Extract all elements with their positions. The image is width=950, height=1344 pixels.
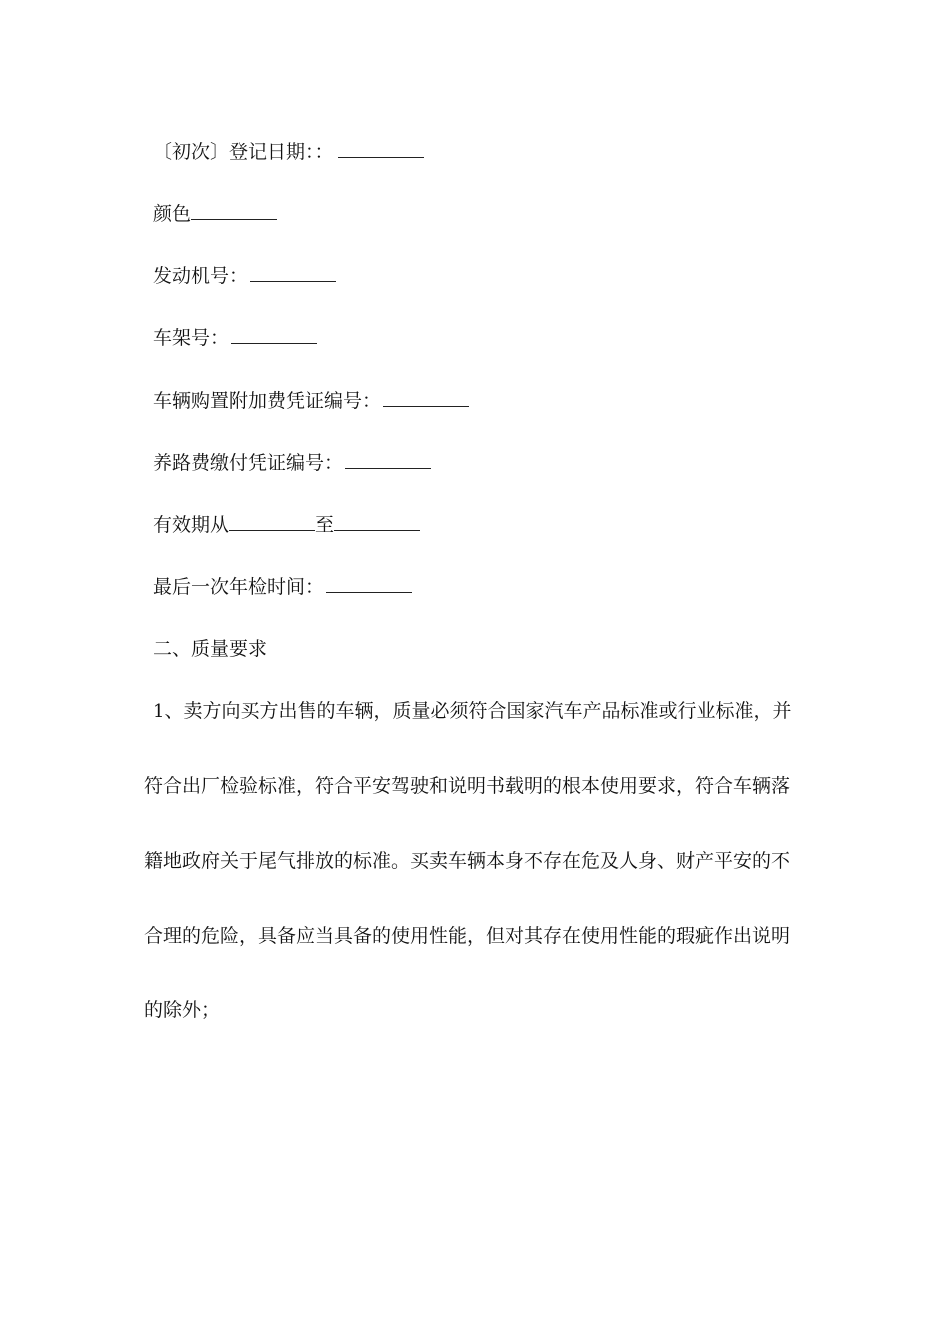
clause-line-4: 合理的危险，具备应当具备的使用性能，但对其存在使用性能的瑕疵作出说明	[144, 925, 791, 947]
engine-number-label: 发动机号：	[153, 265, 249, 287]
frame-number-label: 车架号：	[153, 327, 230, 349]
last-inspection-label: 最后一次年检时间：	[153, 576, 325, 598]
color-blank	[191, 201, 277, 220]
last-inspection-blank	[326, 574, 412, 593]
frame-number-field	[153, 325, 317, 350]
clause-line-3: 籍地政府关于尾气排放的标准。买卖车辆本身不存在危及人身、财产平安的不	[144, 850, 791, 872]
validity-from-label: 有效期从	[153, 514, 230, 536]
road-fee-label: 养路费缴付凭证编号：	[153, 452, 344, 474]
clause-line-2: 符合出厂检验标准，符合平安驾驶和说明书载明的根本使用要求，符合车辆落	[144, 775, 791, 797]
purchase-tax-label: 车辆购置附加费凭证编号：	[153, 390, 382, 412]
purchase-tax-blank	[383, 388, 469, 407]
clause-line-1-text: 、卖方向买方出售的车辆，质量必须符合国家汽车产品标准或行业标准，并	[164, 700, 792, 722]
last-inspection-field	[153, 574, 412, 599]
validity-period-field	[153, 512, 420, 537]
clause-line-5: 的除外；	[144, 999, 221, 1021]
engine-number-blank	[250, 263, 336, 282]
road-fee-field	[153, 450, 431, 475]
color-label: 颜色	[153, 203, 192, 225]
section-title: 二、质量要求	[153, 638, 268, 660]
registration-date-field	[153, 139, 424, 164]
purchase-tax-field	[153, 388, 469, 413]
road-fee-blank	[345, 450, 431, 469]
validity-to-blank	[334, 512, 420, 531]
validity-from-blank	[229, 512, 315, 531]
registration-date-blank	[338, 139, 424, 158]
clause-number: 1	[153, 701, 165, 722]
color-field	[153, 201, 277, 226]
registration-date-label: 〔初次〕登记日期：：	[153, 141, 334, 163]
frame-number-blank	[231, 325, 317, 344]
validity-to-label: 至	[315, 514, 335, 536]
engine-number-field	[153, 263, 336, 288]
clause-line-1	[153, 699, 807, 724]
